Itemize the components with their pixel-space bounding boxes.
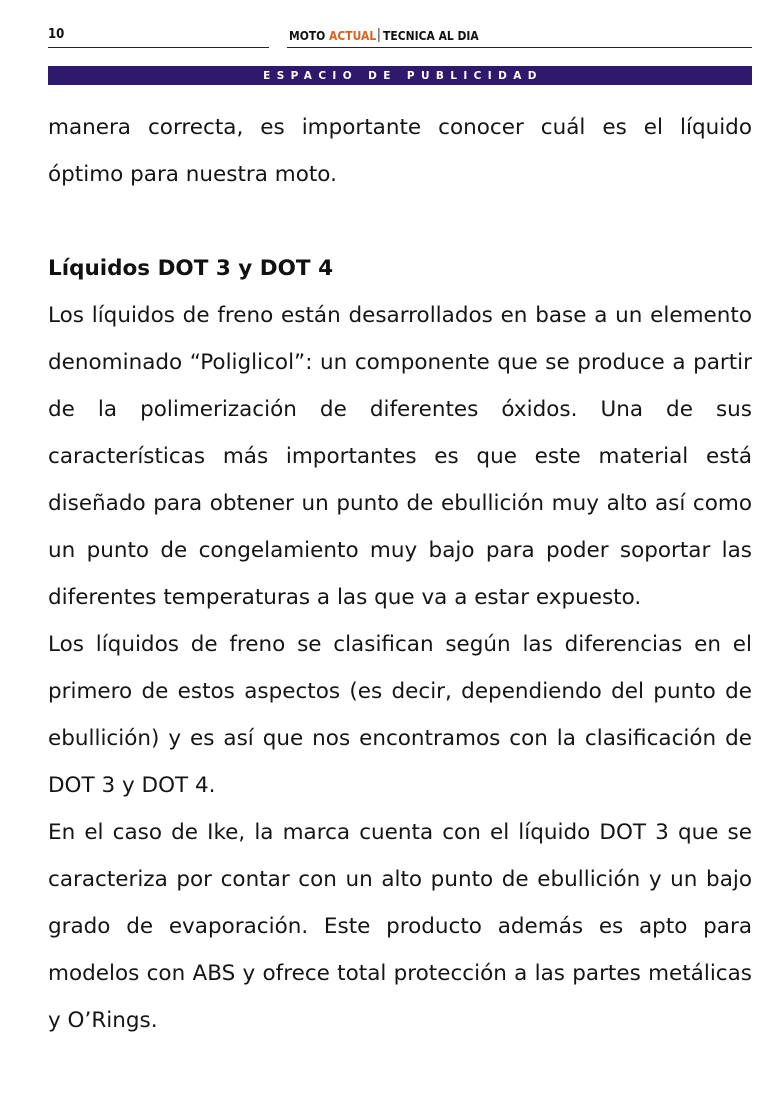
paragraph-spacer	[48, 198, 752, 245]
article-body	[48, 104, 752, 1044]
page-number: 10	[48, 27, 65, 42]
header-brand	[289, 28, 479, 43]
paragraph-classification: Los líquidos de freno se clasifican según las diferencias en el primero de estos aspectos (es decir, dependiendo del punto de ebullición) y es así que nos encontramos con la clasificación de DOT 3 y DOT 4.	[48, 632, 752, 798]
header-rule-left	[48, 47, 269, 48]
brand-actual: ACTUAL	[329, 28, 377, 43]
intro-paragraph: manera correcta, es importante conocer cuál es el líquido óptimo para nuestra moto.	[48, 115, 752, 187]
header-rule-right	[287, 47, 752, 48]
paragraph-poliglicol: Los líquidos de freno están desarrollados en base a un elemento denominado “Poliglicol”: un componente que se produce a partir de la polimerización de diferentes óxidos. Una de sus características más importantes es que este material está diseñado para obtener un punto de ebullición muy alto así como un punto de congelamiento muy bajo para poder soportar las diferentes temperaturas a las que va a estar expuesto.	[48, 303, 752, 610]
ad-band-label: ESPACIO DE PUBLICIDAD	[263, 69, 543, 82]
paragraph-ike: En el caso de Ike, la marca cuenta con el líquido DOT 3 que se caracteriza por contar con un alto punto de ebullición y un bajo grado de evaporación. Este producto además es apto para modelos con ABS y ofrece total protección a las partes metálicas y O’Rings.	[48, 820, 752, 1033]
section-heading: Líquidos DOT 3 y DOT 4	[48, 256, 334, 281]
brand-separator	[379, 28, 380, 42]
brand-section: TECNICA AL DIA	[383, 28, 479, 43]
brand-moto: MOTO	[289, 28, 326, 43]
ad-band	[48, 66, 752, 85]
